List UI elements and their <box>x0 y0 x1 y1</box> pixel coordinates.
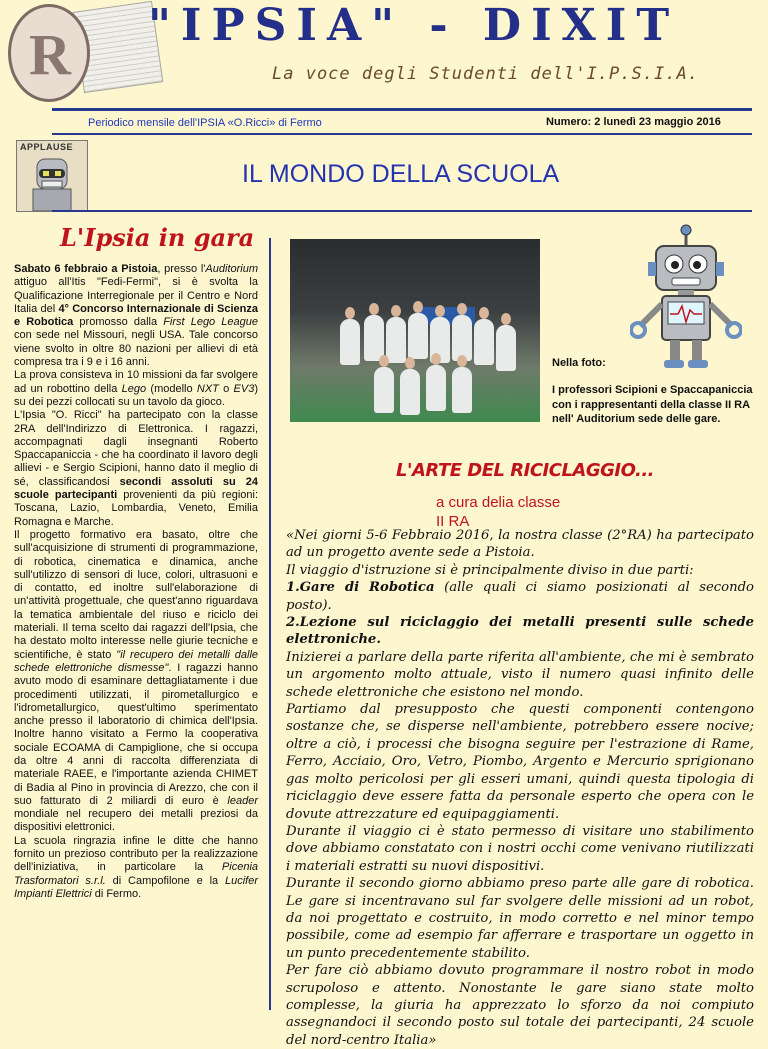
robot-icon <box>630 222 742 372</box>
header-rule-top <box>52 108 752 111</box>
applause-badge <box>16 140 88 212</box>
applause-label: APPLAUSE <box>20 142 74 152</box>
section-rule <box>52 210 752 212</box>
masthead-subtitle: La voce degli Studenti dell'I.P.S.I.A. <box>272 64 699 84</box>
article2-paragraph: Per fare ciò abbiamo dovuto programmare il nostro robot in modo scrupoloso e attento. Nonostante le gare siano state molto complesse, la giuria ha apprezzato lo sforzo da noi compiuto assegnandoci il secondo posto sul totale dei partecipanti, 24 scuole del nord-centro Italia» <box>286 963 754 1048</box>
column-separator <box>269 238 271 1010</box>
article2-byline: a cura delia classe II RA <box>436 494 561 530</box>
logo-seal-icon <box>8 4 90 102</box>
issue-info: Numero: 2 lunedì 23 maggio 2016 <box>546 116 721 128</box>
section-title: IL MONDO DELLA SCUOLA <box>242 160 560 188</box>
article1-body <box>14 263 258 901</box>
article2-paragraph: «Nei giorni 5-6 Febbraio 2016, la nostra classe (2°RA) ha partecipato ad un progetto avente sede a Pistoia. <box>286 528 754 561</box>
article2-body <box>286 527 754 1049</box>
article1-paragraph: Sabato 6 febbraio a Pistoia, presso l'Auditorium attiguo all'Itis "Fedi-Fermi", si è svolta la Qualificazione Interregionale per il Centro e Nord Italia del 4° Concorso Internazionale di Scienza e Robotica promosso dalla First Lego League con sede nel Missouri, negli USA. Tale concorso viene svolto in oltre 80 nazioni per allievi di età compresa tra i 9 e i 16 anni. <box>14 263 259 369</box>
article2-paragraph: Partiamo dal presupposto che questi componenti contengono sostanze che, se disperse nell'ambiente, potrebbero essere nocive; oltre a ciò, i processi che bisogna seguire per l'estrazione di Rame, Ferro, Acciaio, Oro, Vetro, Piombo, Argento e Mercurio sprigionano gas molto pericolosi per gli esseri umani, quindi questa tipologia di riciclaggio deve essere fatta da personale esperto che opera con le dovute attrezzature ed equipaggiamenti. <box>286 702 754 822</box>
article1-paragraph: Il progetto formativo era basato, oltre che sull'acquisizione di strumenti di programmazione, di robotica, cinematica e dinamica, anche sull'utilizzo di sensori di luce, colori, ultrasuoni e di contatto, ed inoltre sull'elaborazione di un'attività progettuale, che quest'anno riguardava la tematica ambientale del riuso e riciclo dei materiali. Il tema scelto dai ragazzi dell'Ipsia, che ha destato molto interesse nelle giurie tecniche e scientifiche, è stato "il recupero dei metalli dalle schede elettroniche dismesse". I ragazzi hanno avuto modo di esaminare dettagliatamente i due procedimenti utilizzati, il pirometallurgico e l'idrometallurgico, quest'ultimo sperimentato anche presso il laboratorio di chimica dell'Ipsia. Inoltre hanno visitato a Fermo la cooperativa sociale ECOAMA di Campiglione, che si occupa da oltre 4 anni di raccolta differenziata di materiale RAEE, e l'importante azienda CHIMET di Badia al Pino in provincia di Arezzo, che con il suo fatturato di 2 miliardi di euro è leader mondiale nel recupero dei metalli preziosi da dispositivi elettronici. <box>14 528 259 834</box>
header-rule-bottom <box>52 133 752 135</box>
photo-caption-text: I professori Scipioni e Spaccapaniccia con i rappresentanti della classe II RA nell' Auditorium sede delle gare. <box>552 384 753 425</box>
article2-paragraph: Durante il secondo giorno abbiamo preso parte alle gare di robotica. Le gare si incentravano sul far svolgere delle missioni ad un robot, da noi progettato e costruito, in modo corretto e nel minor tempo possibile, come ad esempio far afferrare e trasportare un oggetto in un punto precedentemente stabilito. <box>286 876 754 961</box>
logo-letter: R <box>29 22 71 87</box>
article2-title: L'ARTE DEL RICICLAGGIO... <box>396 460 655 481</box>
article2-paragraph: 1.Gare di Robotica (alle quali ci siamo posizionati al secondo posto). <box>286 580 754 613</box>
photo-caption-label: Nella foto: <box>552 357 606 369</box>
article1-paragraph: La scuola ringrazia infine le ditte che hanno fornito un prezioso contributo per la realizzazione dell'iniziativa, in particolare la Picenia Trasformatori s.r.l. di Campofilone e la Lucifer Impianti Elettrici di Fermo. <box>14 834 258 900</box>
article1-title: L'Ipsia in gara <box>60 223 255 252</box>
article2-paragraph: Durante il viaggio ci è stato permesso di visitare uno stabilimento dove abbiamo constatato con i nostri occhi come venivano riutilizzati i materiali estratti su nuovi dispositivi. <box>286 823 754 874</box>
article2-paragraph: Inizierei a parlare della parte riferita all'ambiente, che mi è sembrato un argomento molto attuale, visto il numero quasi infinito delle schede elettroniche che esistono nel mondo. <box>286 649 754 700</box>
masthead-title: "IPSIA" - DIXIT <box>148 0 680 51</box>
article2-paragraph: 2.Lezione sul riciclaggio dei metalli presenti sulle schede elettroniche. <box>286 615 754 648</box>
periodical-line: Periodico mensile dell'IPSIA «O.Ricci» di Fermo <box>88 117 322 129</box>
applause-robot-icon <box>17 153 87 211</box>
article1-paragraph: L'Ipsia "O. Ricci" ha partecipato con la classe 2RA dell'Indirizzo di Elettronica. I ragazzi, accompagnati dagli insegnanti Roberto Spaccapaniccia - che ha coordinato il lavoro degli allievi - e Sergio Scipioni, hanno dato il meglio di sé, classificandosi secondi assoluti su 24 scuole partecipanti provenienti da più regioni: Toscana, Lazio, Lombardia, Veneto, Emilia Romagna e Marche. <box>14 409 258 528</box>
article2-paragraph: Il viaggio d'istruzione si è principalmente diviso in due parti: <box>286 562 694 578</box>
team-photo <box>290 239 540 422</box>
article1-paragraph: La prova consisteva in 10 missioni da far svolgere ad un robottino della Lego (modello NXT o EV3) su dei pezzi collocati su un tavolo da gioco. <box>14 369 259 408</box>
